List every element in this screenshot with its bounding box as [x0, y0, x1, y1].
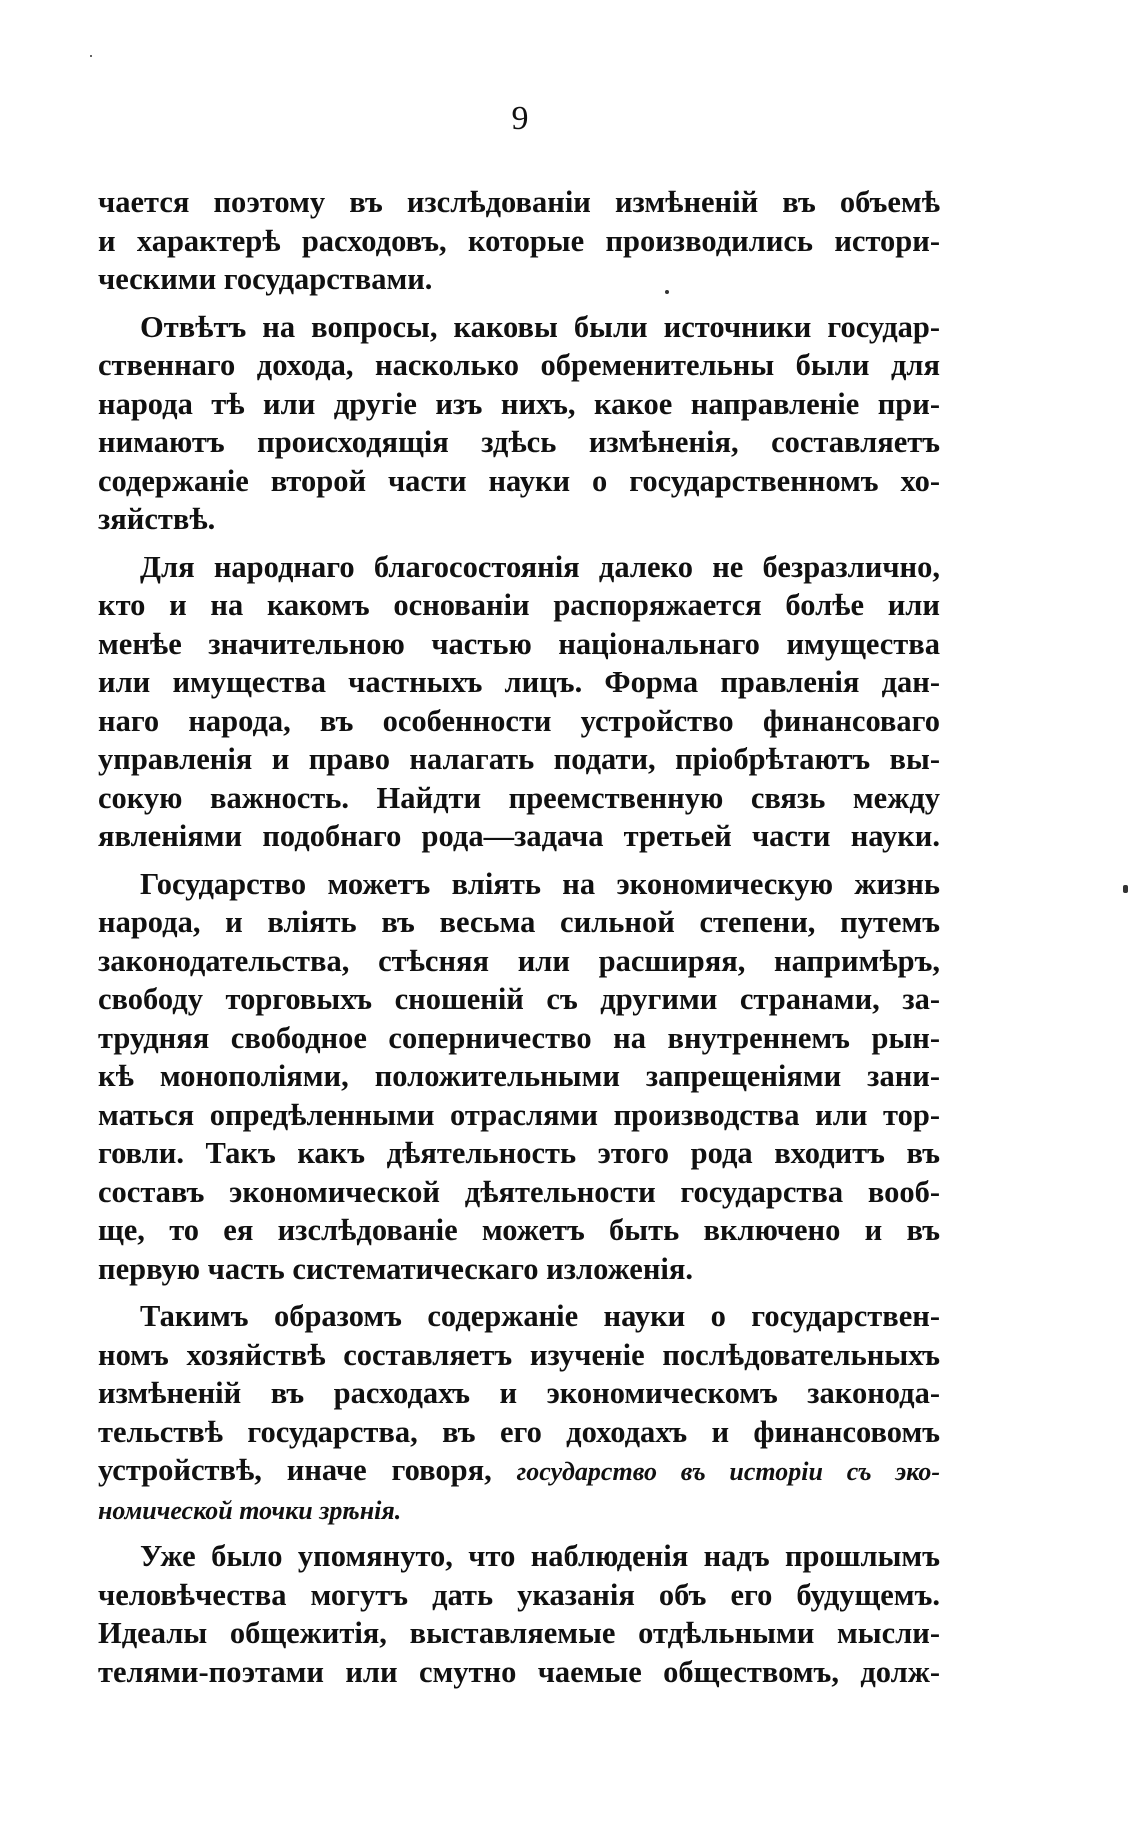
text-line: Отвѣтъ на вопросы, каковы были источники государ-	[140, 309, 940, 344]
text-line: наго народа, въ особенности устройство финансоваго	[98, 703, 940, 738]
text-line: Идеалы общежитія, выставляемые отдѣльными мысли-	[98, 1616, 940, 1650]
text-line: сокую важность. Найдти преемственную связь между	[98, 780, 940, 815]
text-line: говли. Такъ какъ дѣятельность этого рода входитъ въ	[98, 1136, 940, 1170]
text-line: Для народнаго благосостоянія далеко не безразлично,	[140, 549, 940, 584]
text-line: кѣ монополіями, положительными запрещеніями зани-	[98, 1059, 940, 1093]
text-line: трудняя свободное соперничество на внутреннемъ рын-	[98, 1020, 940, 1055]
text-line: управленія и право налагать подати, пріобрѣтаютъ вы-	[98, 742, 940, 776]
text-segment: устройствѣ, иначе говоря,	[98, 1453, 517, 1487]
text-line: зяйствѣ.	[98, 502, 216, 536]
text-line: нимаютъ происходящія здѣсь измѣненія, составляетъ	[98, 425, 940, 459]
text-line: составъ экономической дѣятельности государства вооб-	[98, 1174, 940, 1209]
text-line: Такимъ образомъ содержаніе науки о государствен-	[140, 1299, 940, 1333]
text-line: явленіями подобнаго рода—задача третьей части науки.	[98, 819, 940, 853]
text-line: ственнаго дохода, насколько обременительны были для	[98, 348, 940, 382]
paragraph-5	[98, 1297, 940, 1528]
scan-speck	[90, 55, 92, 57]
text-line-mixed	[98, 1451, 940, 1490]
body-text	[98, 183, 940, 1700]
paragraph-1	[98, 183, 940, 299]
text-line: человѣчества могутъ дать указанія объ его будущемъ.	[98, 1577, 940, 1612]
text-line: чается поэтому въ изслѣдованіи измѣненій въ объемѣ	[98, 185, 940, 219]
text-line: маться опредѣленными отраслями производства или тор-	[98, 1097, 940, 1132]
paragraph-3	[98, 548, 940, 856]
text-line: менѣе значительною частью національнаго имущества	[98, 626, 940, 661]
text-line: телями-поэтами или смутно чаемые обществомъ, долж-	[98, 1654, 940, 1689]
page-number: 9	[511, 100, 529, 137]
text-line: тельствѣ государства, въ его доходахъ и финансовомъ	[98, 1414, 940, 1449]
paragraph-4	[98, 865, 940, 1289]
text-line-italic	[98, 1490, 940, 1529]
text-line: или имущества частныхъ лицъ. Форма правленія дан-	[98, 665, 940, 699]
text-line: народа тѣ или другіе изъ нихъ, какое направленіе при-	[98, 386, 940, 421]
emphasis-text: номической точки зрѣнія.	[98, 1495, 402, 1525]
text-line: народа, и вліять въ весьма сильной степени, путемъ	[98, 905, 940, 939]
text-line: первую часть систематическаго изложенія.	[98, 1251, 693, 1286]
text-line: номъ хозяйствѣ составляетъ изученіе послѣдовательныхъ	[98, 1337, 940, 1372]
scan-speck	[1123, 885, 1128, 893]
text-line: кто и на какомъ основаніи распоряжается болѣе или	[98, 588, 940, 622]
paragraph-6	[98, 1537, 940, 1691]
text-line: измѣненій въ расходахъ и экономическомъ законода-	[98, 1376, 940, 1410]
text-line: содержаніе второй части науки о государственномъ хо-	[98, 463, 940, 498]
text-line: свободу торговыхъ сношеній съ другими странами, за-	[98, 982, 940, 1016]
text-line: и характерѣ расходовъ, которые производились истори-	[98, 223, 940, 258]
emphasis-text: государство въ исторіи съ эко-	[516, 1457, 940, 1486]
scan-speck	[665, 290, 669, 294]
text-line: Уже было упомянуто, что наблюденія надъ прошлымъ	[140, 1539, 940, 1573]
text-line: ще, то ея изслѣдованіе можетъ быть включено и въ	[98, 1213, 940, 1247]
text-line: ческими государствами.	[98, 262, 433, 296]
text-line: Государство можетъ вліять на экономическую жизнь	[140, 866, 940, 901]
text-line: законодательства, стѣсняя или расширяя, напримѣръ,	[98, 943, 940, 978]
paragraph-2	[98, 308, 940, 539]
